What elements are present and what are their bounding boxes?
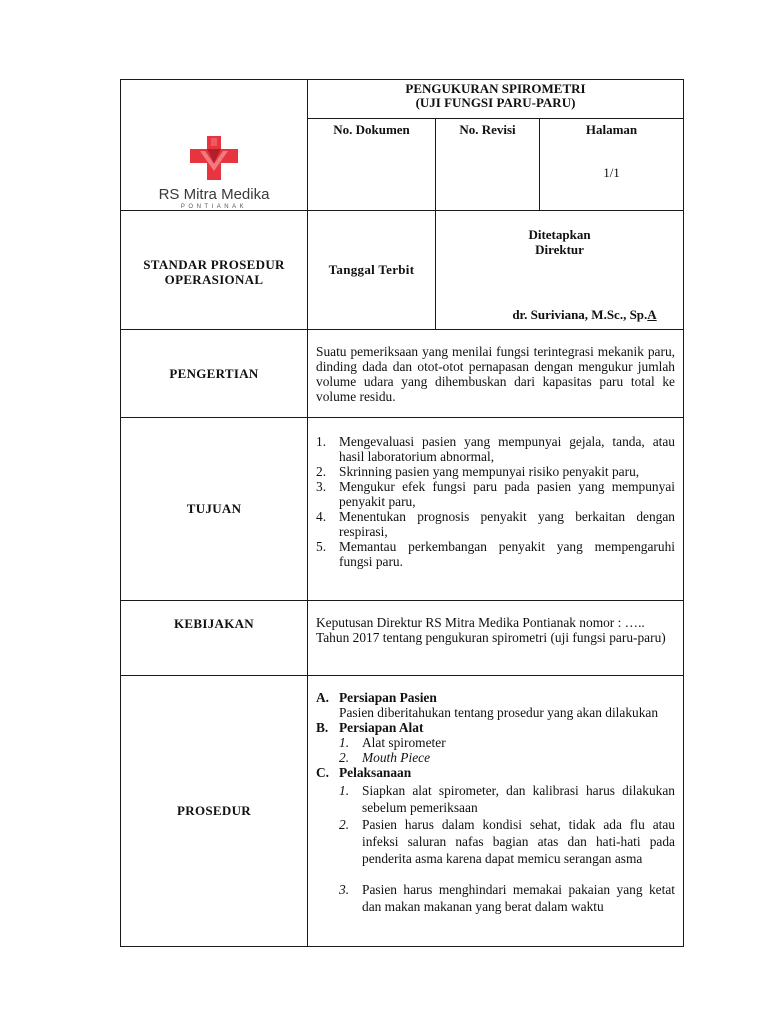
list-item: 2. Skrinning pasien yang mempunyai risiko penyakit paru, xyxy=(316,464,640,479)
title-line-2: (UJI FUNGSI PARU-PARU) xyxy=(415,95,576,110)
no-dokumen-label: No. Dokumen xyxy=(333,122,410,138)
pengertian-label: PENGERTIAN xyxy=(121,330,308,418)
list-item: 1. Siapkan alat spirometer, dan kalibrasi harus dilakukan sebelum pemeriksaan xyxy=(339,783,675,815)
ditetapkan-cell xyxy=(436,211,684,330)
pengertian-cell xyxy=(308,330,684,418)
kebijakan-cell xyxy=(308,601,684,676)
sop-line-2: OPERASIONAL xyxy=(164,272,264,287)
sop-label-cell xyxy=(121,211,308,330)
list-item: 1. Alat spirometer xyxy=(339,735,446,750)
list-item: 3. Pasien harus menghindari memakai pakaian yang ketat dan makan makanan yang berat dalam waktu xyxy=(339,882,675,914)
title-line-1: PENGUKURAN SPIROMETRI xyxy=(405,81,586,96)
signatory-name: dr. Suriviana, M.Sc., Sp. xyxy=(512,307,648,322)
sop-line-1: STANDAR PROSEDUR xyxy=(143,257,285,272)
brand-name: RS Mitra Medika xyxy=(158,186,270,203)
section-c-title: C. Pelaksanaan xyxy=(316,765,412,780)
list-item: 3. Mengukur efek fungsi paru pada pasien yang mempunyai penyakit paru, xyxy=(316,479,675,509)
signatory-suffix: A xyxy=(647,307,657,322)
brand-subtitle: PONTIANAK xyxy=(180,204,248,210)
no-revisi-cell xyxy=(436,119,540,211)
hospital-cross-logo-icon xyxy=(190,136,238,180)
direktur-label: Direktur xyxy=(535,242,584,257)
kebijakan-text: Keputusan Direktur RS Mitra Medika Pontianak nomor : ….. Tahun 2017 tentang pengukuran spirometri (uji fungsi paru-paru) xyxy=(316,615,666,645)
list-item: 1. Mengevaluasi pasien yang mempunyai gejala, tanda, atau hasil laboratorium abnormal, xyxy=(316,434,675,464)
prosedur-cell xyxy=(308,676,684,947)
list-item: 2. Mouth Piece xyxy=(339,750,431,765)
pengertian-text: Suatu pemeriksaan yang menilai fungsi terintegrasi mekanik paru, dinding dada dan otot-otot pernapasan dengan mengukur jumlah volume udara yang dihembuskan dari kapasitas paru total ke volume residu. xyxy=(316,344,675,404)
section-b-title: B. Persiapan Alat xyxy=(316,720,424,735)
logo-cell xyxy=(121,80,308,211)
tujuan-list xyxy=(316,434,675,569)
halaman-label: Halaman xyxy=(585,122,638,138)
section-a-text: Pasien diberitahukan tentang prosedur yang akan dilakukan xyxy=(339,705,659,720)
halaman-cell xyxy=(540,119,684,211)
ditetapkan-label: Ditetapkan xyxy=(528,227,591,242)
document-title xyxy=(308,80,684,119)
signatory xyxy=(436,307,683,322)
kebijakan-label: KEBIJAKAN xyxy=(121,601,308,676)
tanggal-terbit-label: Tanggal Terbit xyxy=(308,211,436,330)
list-item: 5. Memantau perkembangan penyakit yang mempengaruhi fungsi paru. xyxy=(316,539,675,569)
no-revisi-label: No. Revisi xyxy=(459,122,516,138)
prosedur-label: PROSEDUR xyxy=(121,676,308,947)
tujuan-cell xyxy=(308,418,684,601)
section-a-title: A. Persiapan Pasien xyxy=(316,690,437,705)
halaman-value: 1/1 xyxy=(603,165,620,181)
list-item: 2. Pasien harus dalam kondisi sehat, tidak ada flu atau infeksi saluran nafas bagian atas dan hati-hati pada penderita asma karena dapat memicu serangan asma xyxy=(339,817,675,866)
no-dokumen-cell xyxy=(308,119,436,211)
sop-table xyxy=(120,79,684,947)
tujuan-label: TUJUAN xyxy=(121,418,308,601)
list-item: 4. Menentukan prognosis penyakit yang berkaitan dengan respirasi, xyxy=(316,509,675,539)
